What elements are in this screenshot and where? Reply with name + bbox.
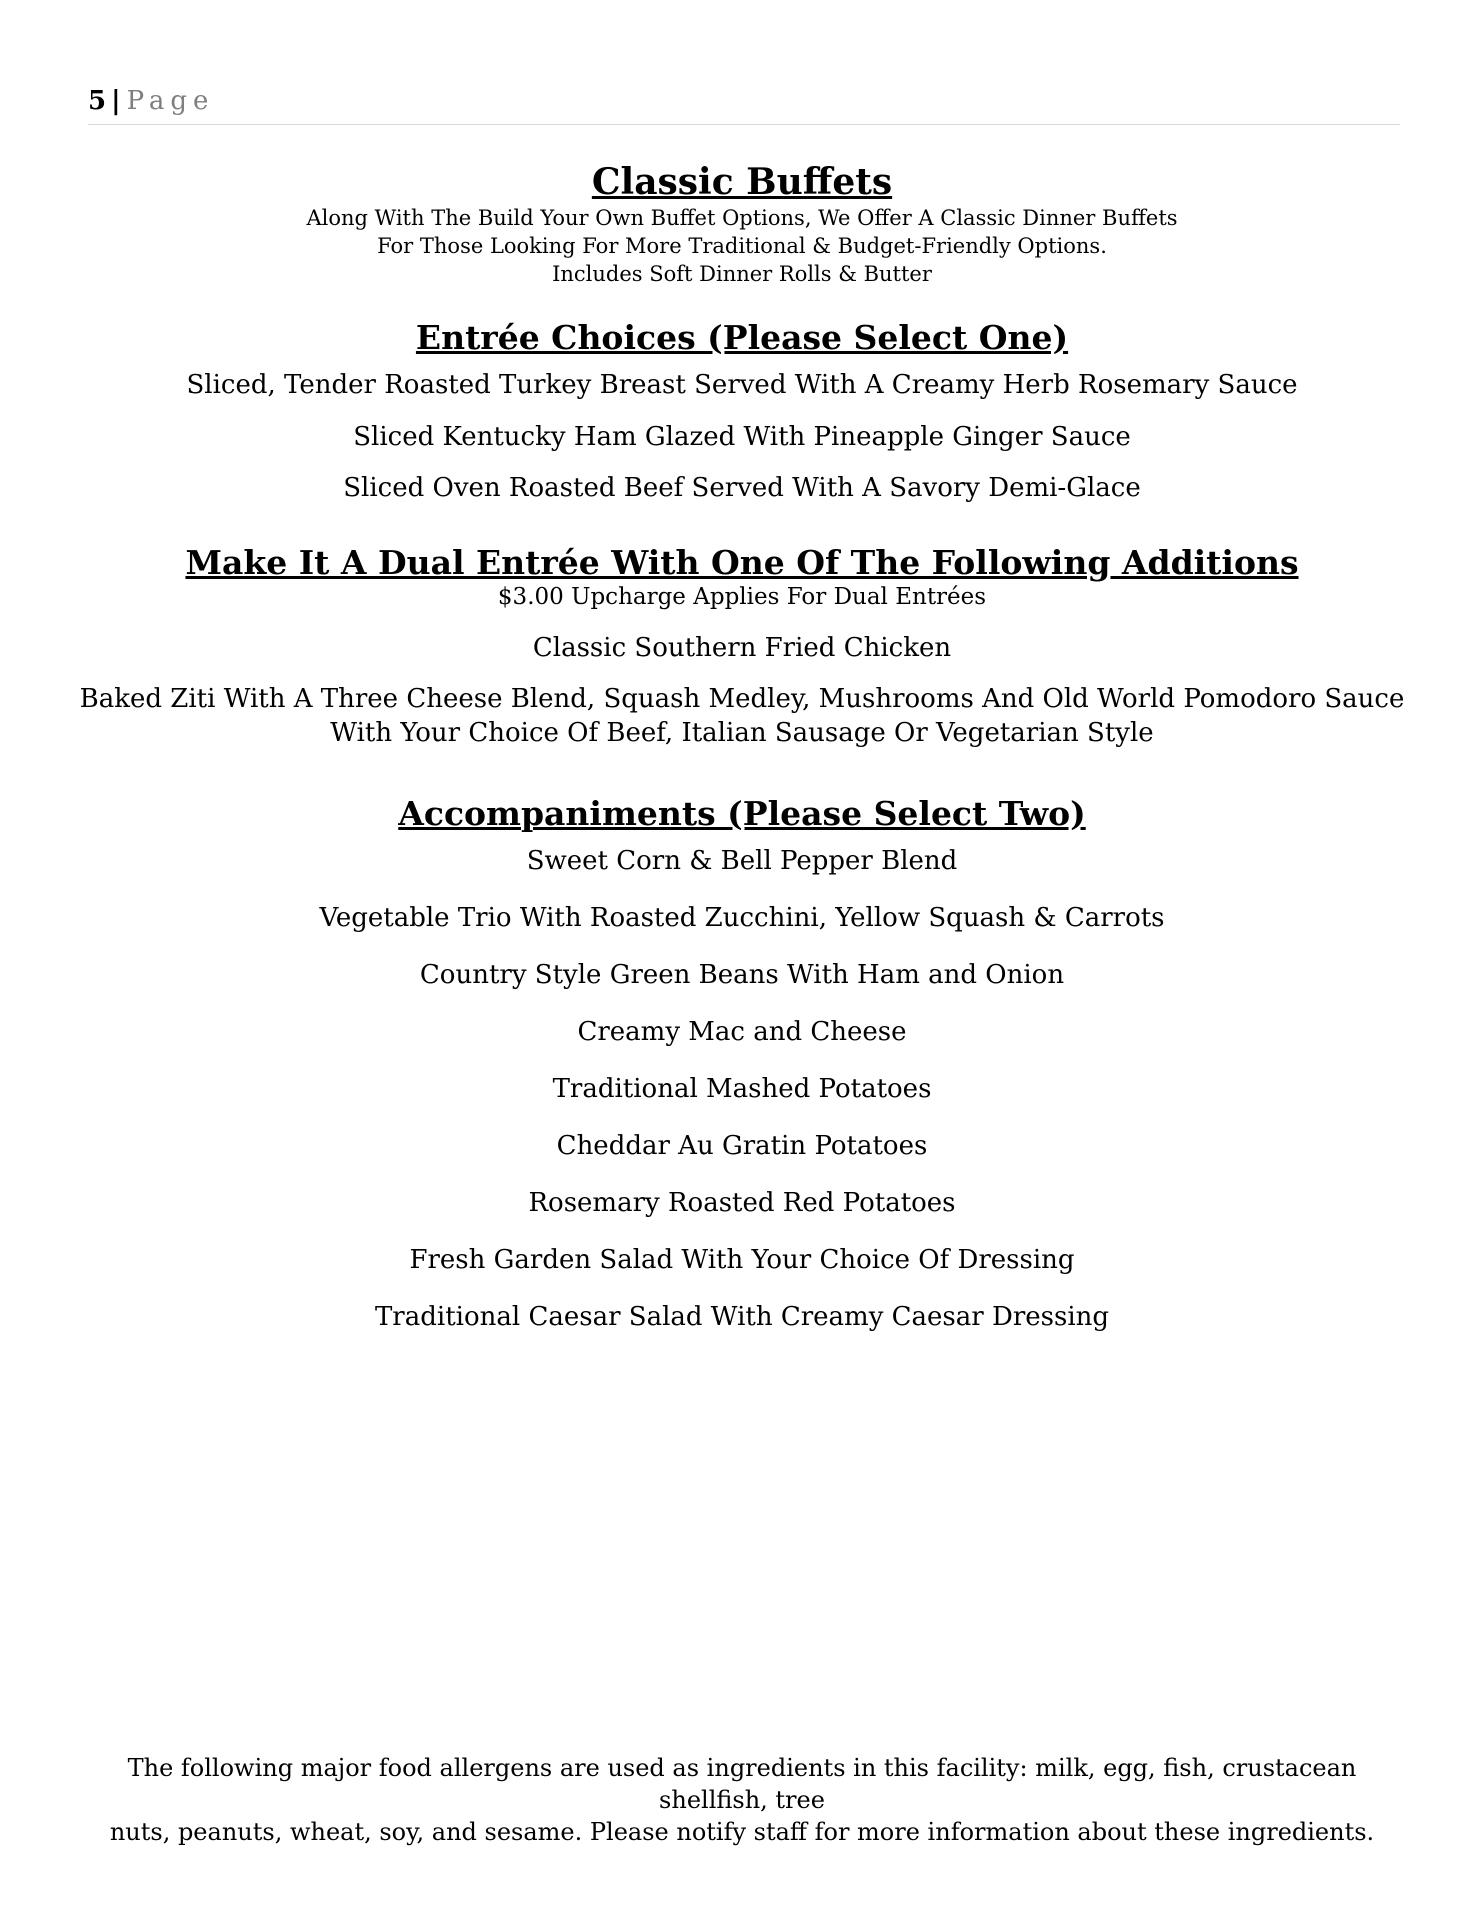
dual-entree-item: Baked Ziti With A Three Cheese Blend, Squash Medley, Mushrooms And Old World Pomodoro Sauce [79,684,1405,714]
dual-entree-item: Classic Southern Fried Chicken [532,633,952,663]
page-separator: | [111,86,121,116]
page-header [88,86,1400,125]
entree-item: Sliced Oven Roasted Beef Served With A Savory Demi-Glace [343,473,1141,503]
dual-entree-heading: Make It A Dual Entrée With One Of The Following Additions [185,543,1299,582]
page-number: 5 [88,86,108,116]
allergen-notice [90,1752,1394,1848]
dual-entree-item-continued: With Your Choice Of Beef, Italian Sausage Or Vegetarian Style [330,718,1154,748]
accompaniment-item: Sweet Corn & Bell Pepper Blend [526,846,958,876]
entree-item: Sliced, Tender Roasted Turkey Breast Served With A Creamy Herb Rosemary Sauce [186,370,1298,400]
entree-heading: Entrée Choices (Please Select One) [415,318,1069,357]
accompaniments-heading: Accompaniments (Please Select Two) [398,794,1086,833]
page-label: Page [126,86,215,116]
accompaniment-item: Creamy Mac and Cheese [577,1017,907,1047]
accompaniment-item: Fresh Garden Salad With Your Choice Of Dressing [409,1245,1075,1275]
menu-content [0,160,1484,1334]
intro-line: Includes Soft Dinner Rolls & Butter [552,262,932,286]
allergen-notice-line: nuts, peanuts, wheat, soy, and sesame. Please notify staff for more information about these ingredients. [109,1818,1375,1846]
accompaniment-item: Rosemary Roasted Red Potatoes [528,1188,956,1218]
accompaniment-item: Country Style Green Beans With Ham and Onion [419,960,1065,990]
dual-entree-note: $3.00 Upcharge Applies For Dual Entrées [497,584,987,610]
intro-line: For Those Looking For More Traditional & Budget-Friendly Options. [377,234,1107,258]
allergen-notice-line: The following major food allergens are used as ingredients in this facility: milk, egg, fish, crustacean shellfish, tree [127,1754,1357,1814]
accompaniment-item: Vegetable Trio With Roasted Zucchini, Yellow Squash & Carrots [319,903,1165,933]
intro-line: Along With The Build Your Own Buffet Options, We Offer A Classic Dinner Buffets [306,206,1178,230]
page-title: Classic Buffets [591,161,893,203]
accompaniment-item: Cheddar Au Gratin Potatoes [556,1131,928,1161]
accompaniment-item: Traditional Caesar Salad With Creamy Caesar Dressing [374,1302,1110,1332]
accompaniment-item: Traditional Mashed Potatoes [552,1074,932,1104]
entree-item: Sliced Kentucky Ham Glazed With Pineapple Ginger Sauce [353,422,1131,452]
